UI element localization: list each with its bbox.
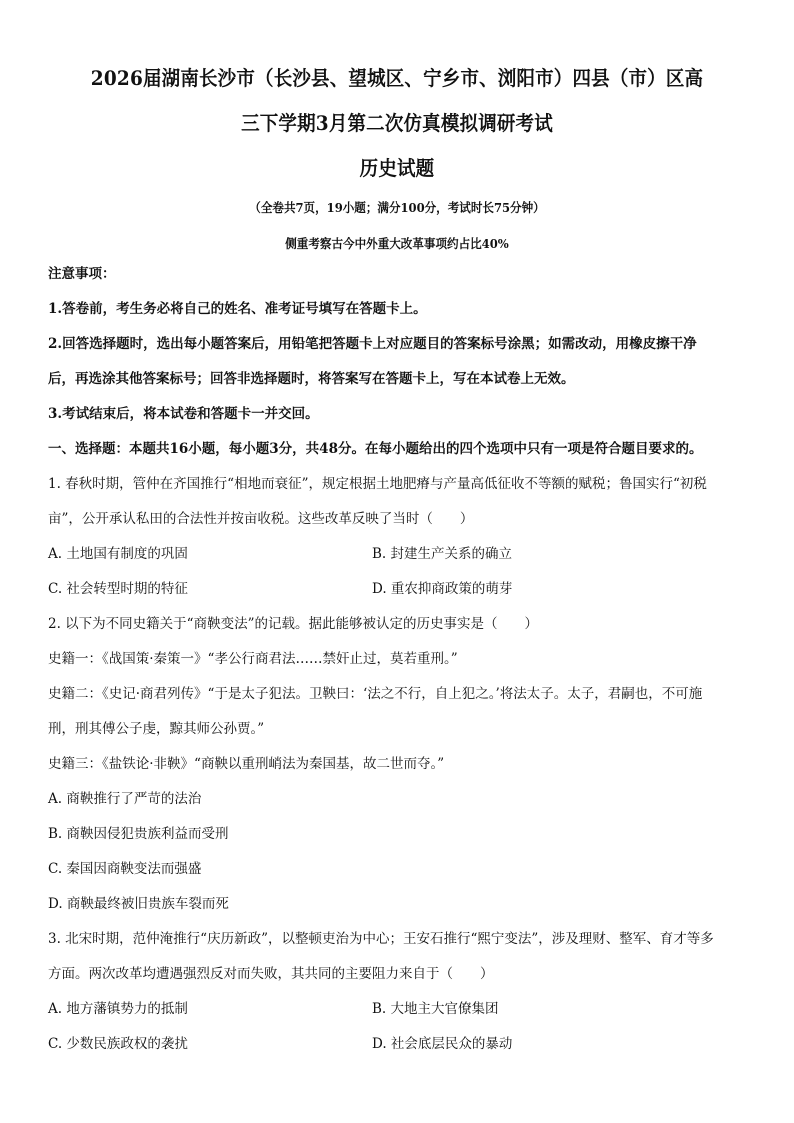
q3-option-a: A. 地方藩镇势力的抵制 [48, 1001, 188, 1017]
focus-note: 侧重考察古今中外重大改革事项约占比40% [285, 236, 509, 251]
q1-stem-line2: 亩”，公开承认私田的合法性并按亩收税。这些改革反映了当时（ ） [48, 511, 474, 527]
notice-item-2-line1: 2.回答选择题时，选出每小题答案后，用铅笔把答题卡上对应题目的答案标号涂黑；如需改动，用橡皮擦干净 [48, 336, 697, 352]
notice-item-3: 3.考试结束后，将本试卷和答题卡一并交回。 [48, 406, 319, 422]
q1-option-b: B. 封建生产关系的确立 [372, 546, 513, 562]
q3-option-c: C. 少数民族政权的袭扰 [48, 1036, 188, 1052]
q2-option-d: D. 商鞅最终被旧贵族车裂而死 [48, 896, 229, 912]
q1-option-d: D. 重农抑商政策的萌芽 [372, 581, 513, 597]
q2-option-b: B. 商鞅因侵犯贵族利益而受刑 [48, 826, 229, 842]
exam-title-line1: 2026届湖南长沙市（长沙县、望城区、宁乡市、浏阳市）四县（市）区高 [90, 66, 704, 90]
notice-item-2-line2: 后，再选涂其他答案标号；回答非选择题时，将答案写在答题卡上，写在本试卷上无效。 [48, 371, 575, 387]
q2-source-3: 史籍三：《盐铁论·非鞅》“商鞅以重刑峭法为秦国基，故二世而夺。” [48, 756, 445, 772]
q2-option-a: A. 商鞅推行了严苛的法治 [48, 791, 202, 807]
q1-stem-line1: 1. 春秋时期，管仲在齐国推行“相地而衰征”，规定根据土地肥瘠与产量高低征收不等额的赋税；鲁国实行“初税 [48, 476, 707, 492]
q2-stem: 2. 以下为不同史籍关于“商鞅变法”的记载。据此能够被认定的历史事实是（ ） [48, 616, 538, 632]
q3-option-b: B. 大地主大官僚集团 [372, 1001, 499, 1017]
q1-option-c: C. 社会转型时期的特征 [48, 581, 188, 597]
notice-heading: 注意事项： [48, 266, 116, 282]
q2-source-2-line1: 史籍二：《史记·商君列传》“于是太子犯法。卫鞅曰：‘法之不行，自上犯之。’将法太子。太子，君嗣也，不可施 [48, 686, 703, 702]
q3-option-d: D. 社会底层民众的暴动 [372, 1036, 513, 1052]
q2-option-c: C. 秦国因商鞅变法而强盛 [48, 861, 202, 877]
q2-source-2-line2: 刑，刑其傅公子虔，黥其师公孙贾。” [48, 721, 265, 737]
q2-source-1: 史籍一：《战国策·秦策一》“孝公行商君法……禁奸止过，莫若重刑。” [48, 651, 458, 667]
section-heading: 一、选择题：本题共16小题，每小题3分，共48分。在每小题给出的四个选项中只有一项是符合题目要求的。 [48, 441, 703, 457]
exam-title-line2: 三下学期3月第二次仿真模拟调研考试 [241, 111, 553, 135]
q3-stem-line1: 3. 北宋时期，范仲淹推行“庆历新政”，以整顿吏治为中心；王安石推行“熙宁变法”，涉及理财、整军、育才等多 [48, 931, 714, 947]
notice-item-1: 1.答卷前，考生务必将自己的姓名、准考证号填写在答题卡上。 [48, 301, 427, 317]
exam-info: （全卷共7页，19小题；满分100分，考试时长75分钟） [249, 200, 545, 215]
q3-stem-line2: 方面。两次改革均遭遇强烈反对而失败，其共同的主要阻力来自于（ ） [48, 966, 494, 982]
q1-option-a: A. 土地国有制度的巩固 [48, 546, 188, 562]
subject-title: 历史试题 [359, 156, 435, 180]
